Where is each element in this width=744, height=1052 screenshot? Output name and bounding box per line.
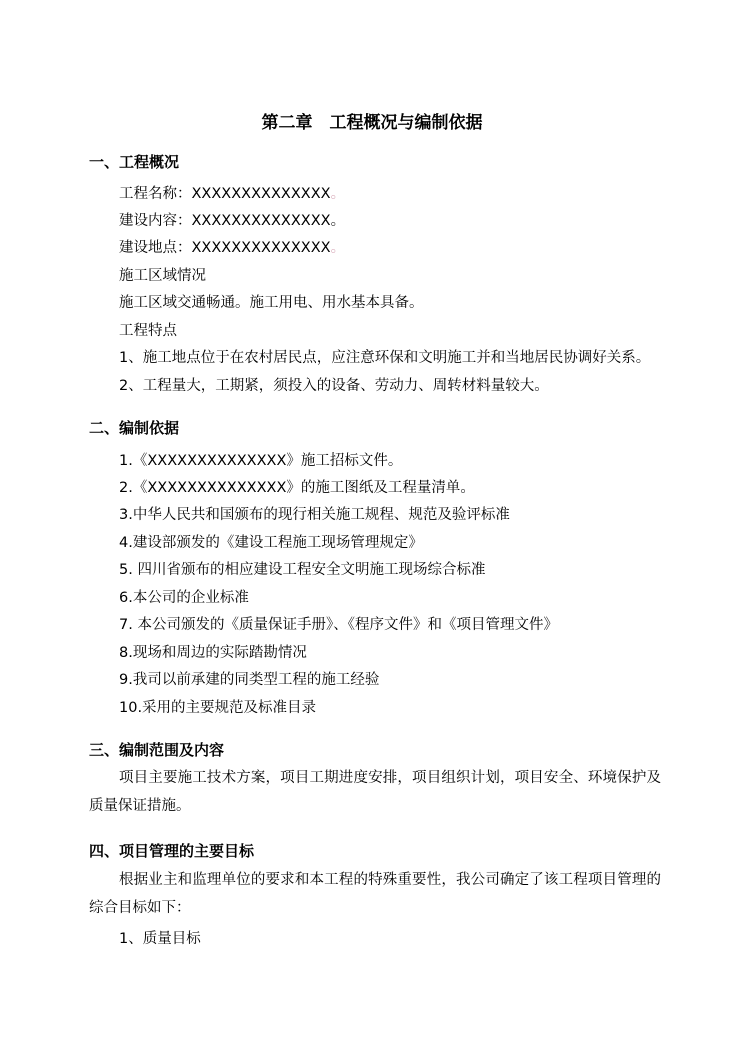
section-heading-scope: 三、编制范围及内容 (89, 741, 225, 759)
basis-item-10: 10.采用的主要规范及标准目录 (119, 700, 317, 716)
period-mark: 。 (330, 240, 346, 256)
section-heading-basis: 二、编制依据 (89, 419, 180, 437)
basis-item-3: 3.中华人民共和国颁布的现行相关施工规程、规范及验评标准 (119, 507, 510, 523)
build-content-text: 建设内容：XXXXXXXXXXXXXX (119, 213, 331, 229)
build-content-line (119, 209, 345, 230)
period-mark: 。 (330, 213, 346, 229)
basis-item-9: 9.我司以前承建的同类型工程的施工经验 (119, 672, 380, 688)
basis-item-7: 7. 本公司颁发的《质量保证手册》、《程序文件》和《项目管理文件》 (119, 617, 558, 633)
build-location-line (119, 236, 345, 257)
basis-item-2: 2.《XXXXXXXXXXXXXX》的施工图纸及工程量清单。 (119, 480, 475, 496)
build-location-text: 建设地点：XXXXXXXXXXXXXX (119, 240, 331, 256)
basis-item-6: 6.本公司的企业标准 (119, 590, 249, 606)
basis-item-5: 5. 四川省颁布的相应建设工程安全文明施工现场综合标准 (119, 562, 486, 578)
area-text: 施工区域交通畅通。施工用电、用水基本具备。 (119, 295, 424, 311)
project-name-text: 工程名称：XXXXXXXXXXXXXX (119, 186, 331, 202)
period-mark: 。 (330, 186, 346, 202)
area-title: 施工区域情况 (119, 268, 206, 284)
basis-item-1: 1.《XXXXXXXXXXXXXX》施工招标文件。 (119, 453, 403, 469)
chapter-title: 第二章 工程概况与编制依据 (261, 113, 483, 133)
feature-item-2: 2、工程量大，工期紧，须投入的设备、劳动力、周转材料量较大。 (119, 378, 549, 394)
quality-goal-item: 1、质量目标 (119, 931, 201, 947)
section-heading-overview: 一、工程概况 (89, 153, 180, 171)
scope-paragraph: 项目主要施工技术方案，项目工期进度安排，项目组织计划，项目安全、环境保护及质量保证措施。 (89, 770, 661, 814)
feature-item-1: 1、施工地点位于在农村居民点，应注意环保和文明施工并和当地居民协调好关系。 (119, 350, 651, 366)
goals-paragraph: 根据业主和监理单位的要求和本工程的特殊重要性，我公司确定了该工程项目管理的综合目标如下： (89, 872, 661, 916)
section-heading-goals: 四、项目管理的主要目标 (89, 842, 255, 860)
basis-item-4: 4.建设部颁发的《建设工程施工现场管理规定》 (119, 535, 423, 551)
basis-item-8: 8.现场和周边的实际踏勘情况 (119, 645, 307, 661)
feature-title: 工程特点 (119, 323, 177, 339)
project-name-line (119, 182, 345, 203)
